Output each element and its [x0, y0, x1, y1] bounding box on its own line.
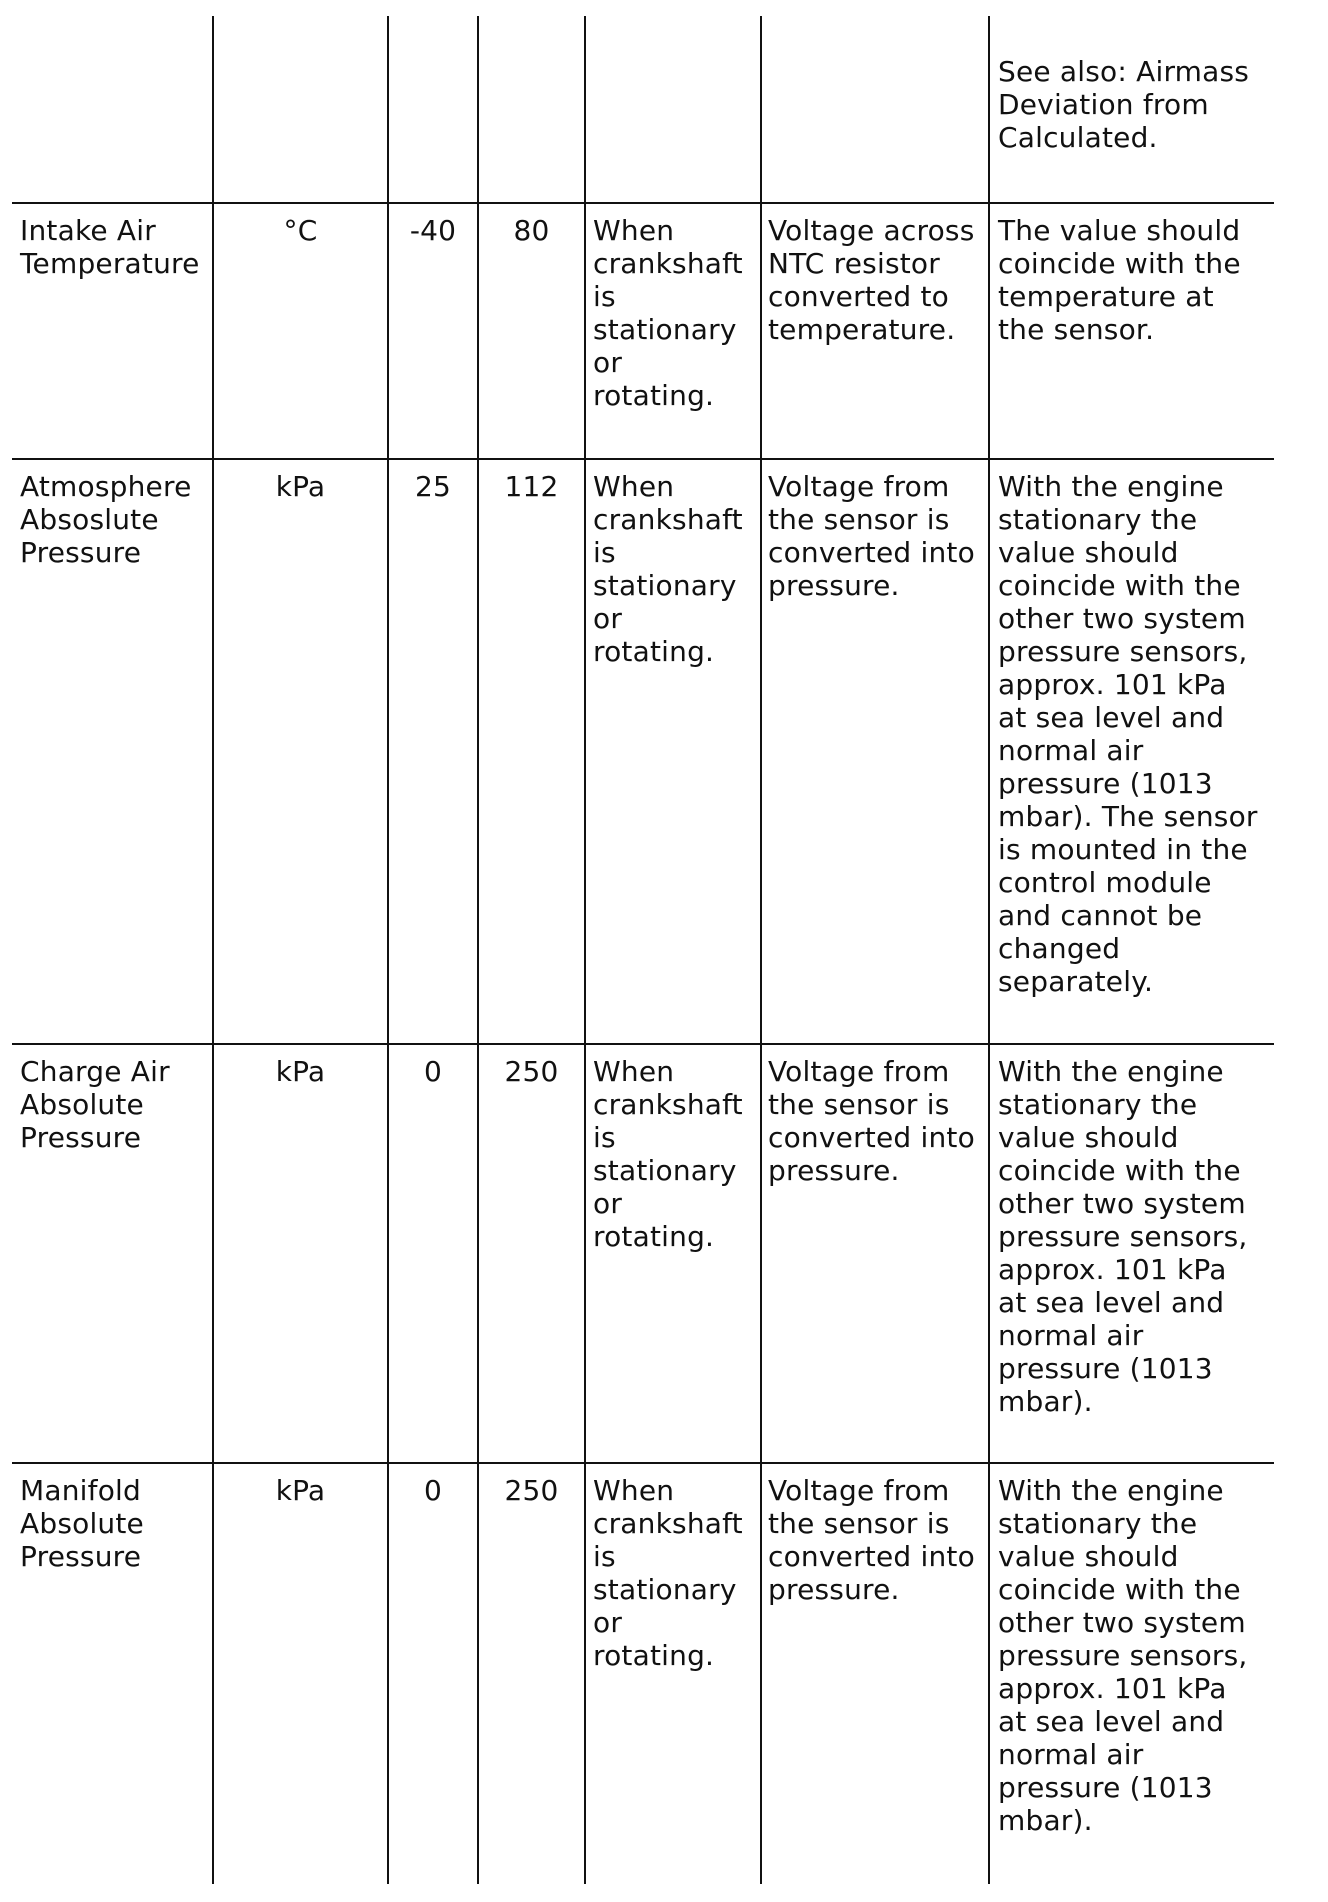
- description-cell: Voltage from the sensor is converted into pressure.: [768, 1055, 975, 1187]
- unit-cell: kPa: [275, 470, 326, 503]
- max-cell: 250: [504, 1474, 559, 1507]
- description-cell: Voltage across NTC resistor converted to temperature.: [768, 214, 975, 346]
- parameter-cell: Manifold Absolute Pressure: [20, 1474, 144, 1573]
- row-divider: [12, 1462, 1274, 1464]
- unit-cell: kPa: [275, 1474, 326, 1507]
- condition-cell: When crankshaft is stationary or rotating.: [593, 1474, 743, 1672]
- unit-cell: kPa: [275, 1055, 326, 1088]
- note-cell: With the engine stationary the value should coincide with the other two system pressure sensors, approx. 101 kPa at sea level and normal air pressure (1013 mbar). The sensor is mounted in the control module and cannot be changed separately.: [998, 470, 1258, 998]
- note-cell: The value should coincide with the temperature at the sensor.: [998, 214, 1241, 346]
- note-cell: With the engine stationary the value should coincide with the other two system pressure sensors, approx. 101 kPa at sea level and normal air pressure (1013 mbar).: [998, 1055, 1248, 1418]
- unit-cell: °C: [283, 214, 318, 247]
- column-divider: [988, 16, 990, 1884]
- column-divider: [477, 16, 479, 1884]
- column-divider: [212, 16, 214, 1884]
- min-cell: 0: [423, 1055, 442, 1088]
- parameter-cell: Atmosphere Absoslute Pressure: [20, 470, 192, 569]
- max-cell: 112: [504, 470, 559, 503]
- description-cell: Voltage from the sensor is converted into pressure.: [768, 1474, 975, 1606]
- min-cell: 0: [423, 1474, 442, 1507]
- min-cell: -40: [409, 214, 457, 247]
- description-cell: Voltage from the sensor is converted into pressure.: [768, 470, 975, 602]
- condition-cell: When crankshaft is stationary or rotating.: [593, 470, 743, 668]
- parameter-cell: Charge Air Absolute Pressure: [20, 1055, 170, 1154]
- condition-cell: When crankshaft is stationary or rotating.: [593, 1055, 743, 1253]
- row-divider: [12, 458, 1274, 460]
- row-divider: [12, 202, 1274, 204]
- max-cell: 250: [504, 1055, 559, 1088]
- note-cell: See also: Airmass Deviation from Calculated.: [998, 55, 1250, 154]
- min-cell: 25: [414, 470, 452, 503]
- column-divider: [584, 16, 586, 1884]
- note-cell: With the engine stationary the value should coincide with the other two system pressure sensors, approx. 101 kPa at sea level and normal air pressure (1013 mbar).: [998, 1474, 1248, 1837]
- column-divider: [387, 16, 389, 1884]
- column-divider: [760, 16, 762, 1884]
- parameter-cell: Intake Air Temperature: [20, 214, 200, 280]
- max-cell: 80: [513, 214, 550, 247]
- condition-cell: When crankshaft is stationary or rotating.: [593, 214, 743, 412]
- row-divider: [12, 1043, 1274, 1045]
